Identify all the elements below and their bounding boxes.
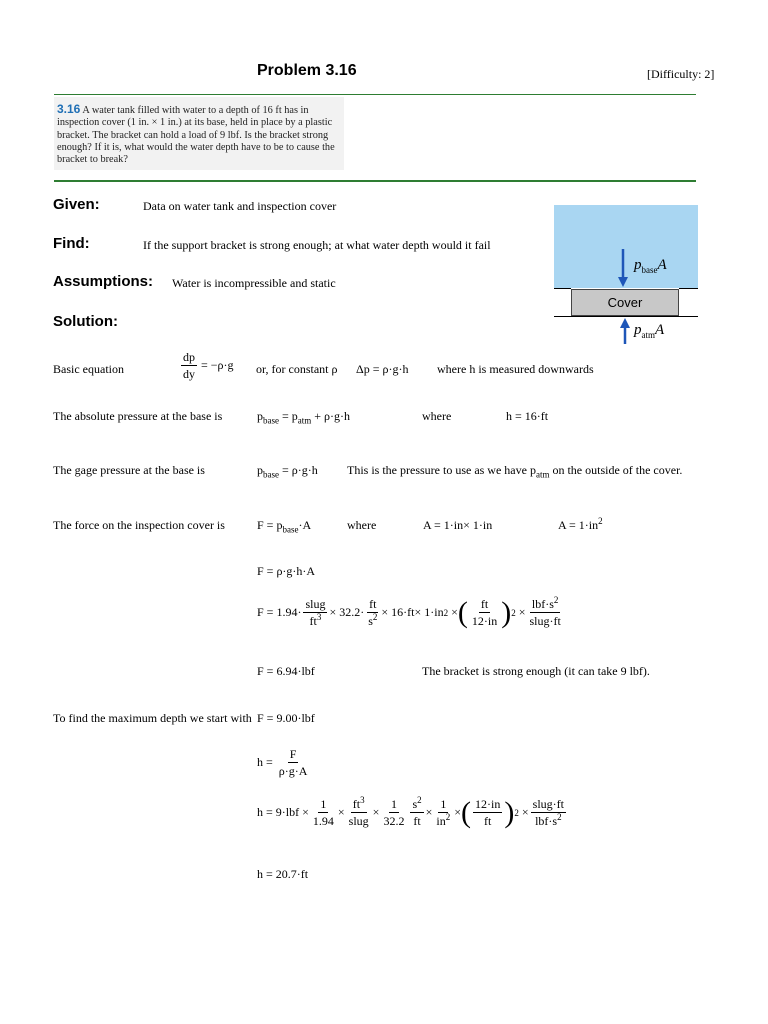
assumptions-label: Assumptions: [53, 273, 154, 290]
tank-base-right [679, 288, 698, 289]
force-numeric-equation: F = 1.94· $\frac{\text{slug}}{ft^3}$ × 32.2· $\frac{ft}{s^2}$ × 16·ft× 1·in 2 × ( $\frac{ft}{12\cdot in}$ ) 2 × $\frac{lbf\cdot s^2}{\text{slug·ft}}$ [257, 595, 561, 629]
cover-plate [571, 289, 679, 316]
p-atm-force-label: $p_{atm}A$ [634, 322, 665, 340]
h-numeric-equation: h = 9·lbf × $\frac{1}{1.94}$ × $\frac{ft^3}{\text{slug}}$ × $\frac{1}{32.2}$ $\frac{s^2}{ft}$ × $\frac{1}{in^2}$ × ( $\frac{12\cdot in}{ft}$ ) 2 × $\frac{\text{slug·ft}}{lbf\cdot s^2}$ [257, 795, 564, 829]
abs-pressure-label: The absolute pressure at the base is [53, 409, 223, 423]
force-result: F = 6.94·lbf [257, 664, 315, 678]
down-arrow-icon [618, 249, 628, 287]
h-result: h = 20.7·ft [257, 867, 309, 881]
find-label: Find: [53, 235, 90, 252]
max-depth-label: To find the maximum depth we start with [53, 711, 252, 725]
basic-equation: $\frac{dp}{dy}$ = −ρ·g [183, 350, 234, 381]
abs-where-label: where [422, 409, 452, 423]
force-equation: $F = p_{base}\cdot A$ [257, 518, 312, 535]
given-text: Data on water tank and inspection cover [143, 199, 337, 213]
force-formula: F = ρ·g·h·A [257, 564, 316, 578]
tank-base-left [554, 288, 571, 289]
problem-text: A water tank filled with water to a depth of 16 ft has in inspection cover (1 in. × 1 in.) at its base, held in place by a plastic bracket. The bracket can hold a load of 9 lbf. Is the bracket strong enough? If it is, what would the water depth have to be to cause the bracket to break? [57, 105, 335, 166]
force-label: The force on the inspection cover is [53, 518, 225, 532]
find-text: If the support bracket is strong enough; at what water depth would it fail [143, 238, 491, 252]
gage-pressure-equation: $p_{base} = \rho\cdot g\cdot h$ [257, 463, 318, 480]
statement-rule [54, 180, 696, 182]
problem-number: 3.16 [57, 102, 81, 116]
basic-or-label: or, for constant ρ [256, 362, 338, 376]
h-value: h = 16·ft [506, 409, 549, 423]
basic-where-note: where h is measured downwards [437, 362, 594, 376]
tank-diagram [554, 205, 698, 345]
area-product: A = 1·in× 1·in [423, 518, 493, 532]
solution-label: Solution: [53, 313, 118, 330]
cover-label: Cover [607, 295, 643, 310]
p-base-force-label: $p_{base}A$ [634, 257, 667, 275]
given-label: Given: [53, 196, 100, 213]
difficulty-label: [Difficulty: 2] [647, 67, 715, 81]
page-title: Problem 3.16 [257, 62, 357, 79]
gage-pressure-note: This is the pressure to use as we have $p_{atm}$ on the outside of the cover. [347, 463, 683, 480]
max-force-value: F = 9.00·lbf [257, 711, 315, 725]
h-formula: h = $\frac{F}{\rho\cdot g\cdot A}$ [257, 747, 308, 778]
basic-equation-label: Basic equation [53, 362, 124, 376]
top-rule [54, 94, 696, 95]
outside-line [554, 316, 698, 317]
force-conclusion: The bracket is strong enough (it can take 9 lbf). [422, 664, 650, 678]
delta-p-equation: Δp = ρ·g·h [356, 362, 409, 376]
assumptions-text: Water is incompressible and static [172, 276, 336, 290]
area-value: $A = 1\cdot in^2$ [558, 516, 603, 532]
abs-pressure-equation: $p_{base} = p_{atm} + \rho\cdot g\cdot h$ [257, 409, 351, 426]
up-arrow-icon [620, 318, 630, 344]
force-where-label: where [347, 518, 377, 532]
gage-pressure-label: The gage pressure at the base is [53, 463, 205, 477]
problem-statement [54, 97, 344, 170]
